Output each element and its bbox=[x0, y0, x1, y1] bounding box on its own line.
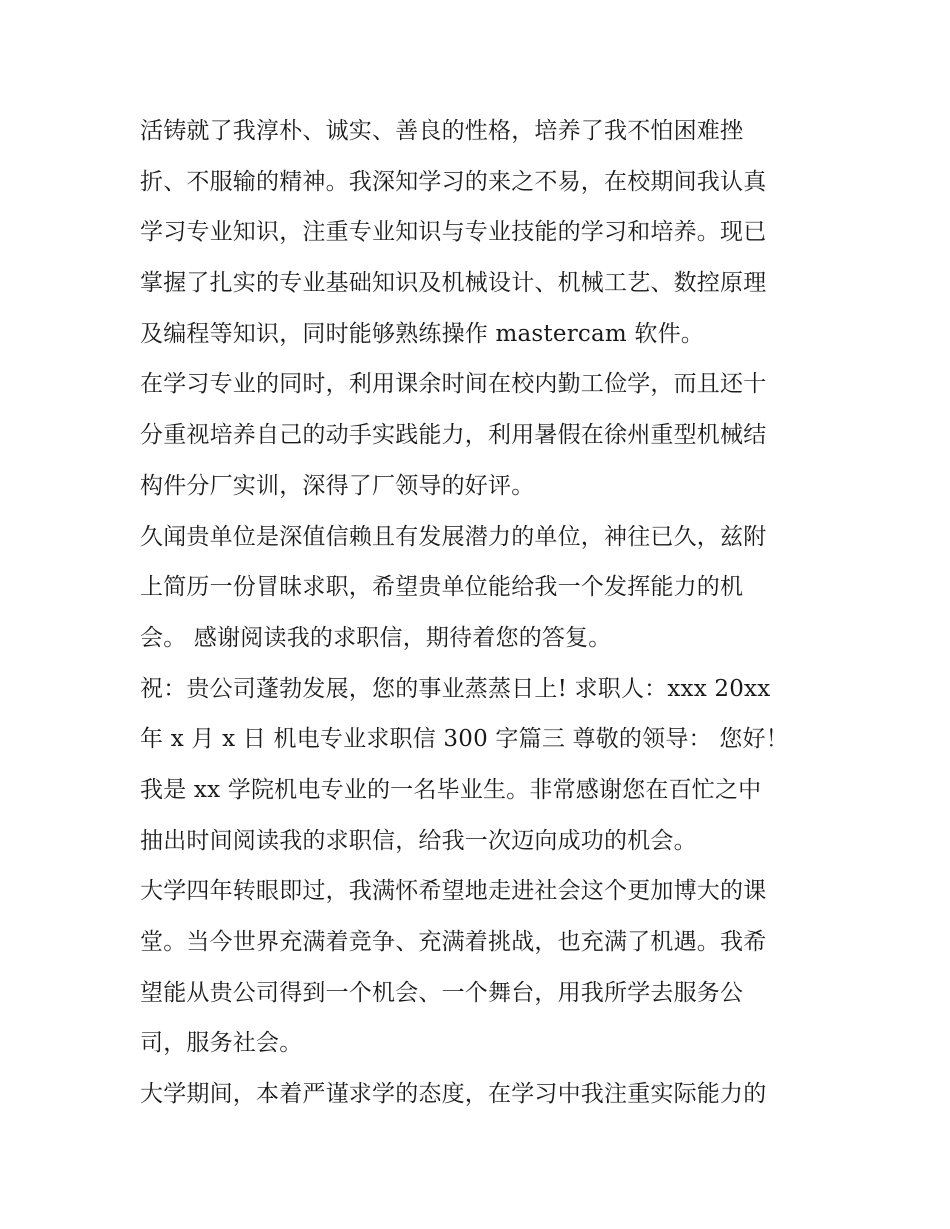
text-line: 学习专业知识，注重专业知识与专业技能的学习和培养。现已 bbox=[140, 219, 767, 246]
text-line: 构件分厂实训，深得了厂领导的好评。 bbox=[140, 472, 535, 499]
text-line: 我是 xx 学院机电专业的一名毕业生。非常感谢您在百忙之中 bbox=[140, 776, 762, 803]
text-line: 司，服务社会。 bbox=[140, 1030, 303, 1057]
text-line: 抽出时间阅读我的求职信，给我一次迈向成功的机会。 bbox=[140, 827, 697, 854]
text-line: 堂。当今世界充满着竞争、充满着挑战，也充满了机遇。我希 bbox=[140, 929, 767, 955]
text-line: 活铸就了我淳朴、诚实、善良的性格，培养了我不怕困难挫 bbox=[140, 118, 744, 144]
text-line: 祝：贵公司蓬勃发展，您的事业蒸蒸日上! 求职人：xxx 20xx bbox=[140, 675, 771, 702]
text-line: 在学习专业的同时，利用课余时间在校内勤工俭学，而且还十 bbox=[140, 371, 767, 398]
text-line: 久闻贵单位是深值信赖且有发展潜力的单位，神往已久，兹附 bbox=[140, 523, 767, 550]
text-line: 大学期间，本着严谨求学的态度，在学习中我注重实际能力的 bbox=[140, 1081, 767, 1108]
text-line: 上简历一份冒昧求职，希望贵单位能给我一个发挥能力的机 bbox=[140, 574, 744, 601]
text-line: 大学四年转眼即过，我满怀希望地走进社会这个更加博大的课 bbox=[140, 878, 767, 905]
text-line: 望能从贵公司得到一个机会、一个舞台，用我所学去服务公 bbox=[140, 979, 744, 1006]
text-line: 及编程等知识，同时能够熟练操作 mastercam 软件。 bbox=[140, 320, 704, 347]
text-line: 会。 感谢阅读我的求职信，期待着您的答复。 bbox=[140, 624, 612, 651]
body-text bbox=[140, 106, 840, 1120]
text-line: 折、不服输的精神。我深知学习的来之不易，在校期间我认真 bbox=[140, 168, 767, 195]
text-line: 分重视培养自己的动手实践能力，利用暑假在徐州重型机械结 bbox=[140, 422, 767, 449]
text-line: 年 x 月 x 日 机电专业求职信 300 字篇三 尊敬的领导： 您好！ bbox=[140, 726, 789, 753]
text-line: 掌握了扎实的专业基础知识及机械设计、机械工艺、数控原理 bbox=[140, 270, 767, 297]
